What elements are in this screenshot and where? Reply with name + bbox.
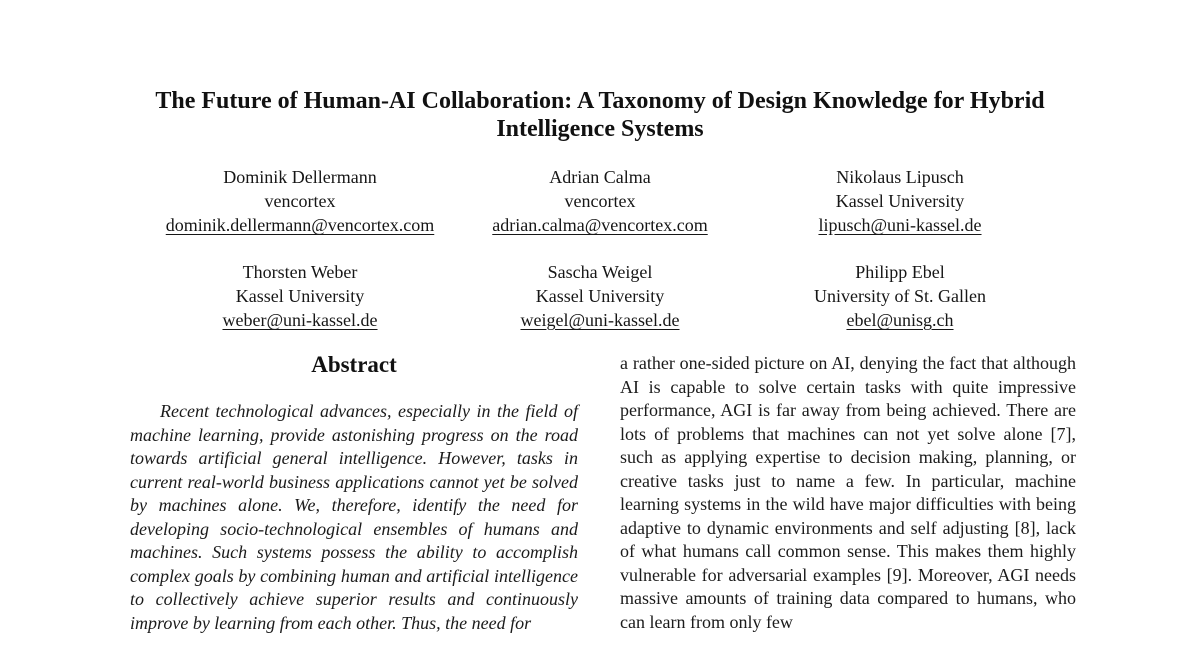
author-block xyxy=(750,165,1050,237)
author-block xyxy=(750,260,1050,332)
author-affiliation: Kassel University xyxy=(835,191,965,211)
author-block xyxy=(150,260,450,332)
author-name: Sascha Weigel xyxy=(547,262,653,282)
author-email-link[interactable]: dominik.dellermann@vencortex.com xyxy=(165,215,435,235)
author-affiliation: vencortex xyxy=(264,191,336,211)
author-name: Dominik Dellermann xyxy=(223,167,377,187)
two-column-body xyxy=(0,352,1200,635)
author-email-link[interactable]: ebel@unisg.ch xyxy=(846,310,954,330)
abstract-text: Recent technological advances, especially in the field of machine learning, provide astonishing progress on the road towards artificial general intelligence. However, tasks in current real-world business applications cannot yet be solved by machines alone. We, therefore, identify the need for developing socio-technological ensembles of humans and machines. Such systems possess the ability to accomplish complex goals by combining human and artificial intelligence to collectively achieve superior results and continuously improve by learning from each other. Thus, the need for xyxy=(130,401,578,633)
right-column xyxy=(620,352,1076,635)
author-email-link[interactable]: weber@uni-kassel.de xyxy=(222,310,378,330)
author-affiliation: University of St. Gallen xyxy=(814,286,986,306)
author-name: Thorsten Weber xyxy=(242,262,358,282)
author-affiliation: Kassel University xyxy=(235,286,365,306)
author-affiliation: vencortex xyxy=(564,191,636,211)
paper-title: The Future of Human-AI Collaboration: A Taxonomy of Design Knowledge for Hybrid Intelligence Systems xyxy=(155,88,1045,142)
author-email-link[interactable]: adrian.calma@vencortex.com xyxy=(492,215,708,235)
author-email-link[interactable]: weigel@uni-kassel.de xyxy=(520,310,680,330)
author-affiliation: Kassel University xyxy=(535,286,665,306)
author-name: Adrian Calma xyxy=(549,167,651,187)
author-grid xyxy=(150,165,1050,332)
introduction-body-text: a rather one-sided picture on AI, denying the fact that although AI is capable to solve certain tasks with quite impressive performance, AGI is far away from being achieved. There are lots of problems that machines can not yet solve alone [7], such as applying expertise to decision making, planning, or creative tasks just to name a few. In particular, machine learning systems in the wild have major difficulties with being adaptive to dynamic environments and self adjusting [8], lack of what humans call common sense. This makes them highly vulnerable for adversarial examples [9]. Moreover, AGI needs massive amounts of training data compared to humans, who can learn from only few xyxy=(620,353,1076,632)
author-block xyxy=(450,260,750,332)
left-column xyxy=(130,352,578,635)
author-block xyxy=(150,165,450,237)
author-email-link[interactable]: lipusch@uni-kassel.de xyxy=(818,215,982,235)
author-block xyxy=(450,165,750,237)
author-name: Philipp Ebel xyxy=(855,262,945,282)
abstract-heading: Abstract xyxy=(311,352,397,377)
author-name: Nikolaus Lipusch xyxy=(836,167,964,187)
